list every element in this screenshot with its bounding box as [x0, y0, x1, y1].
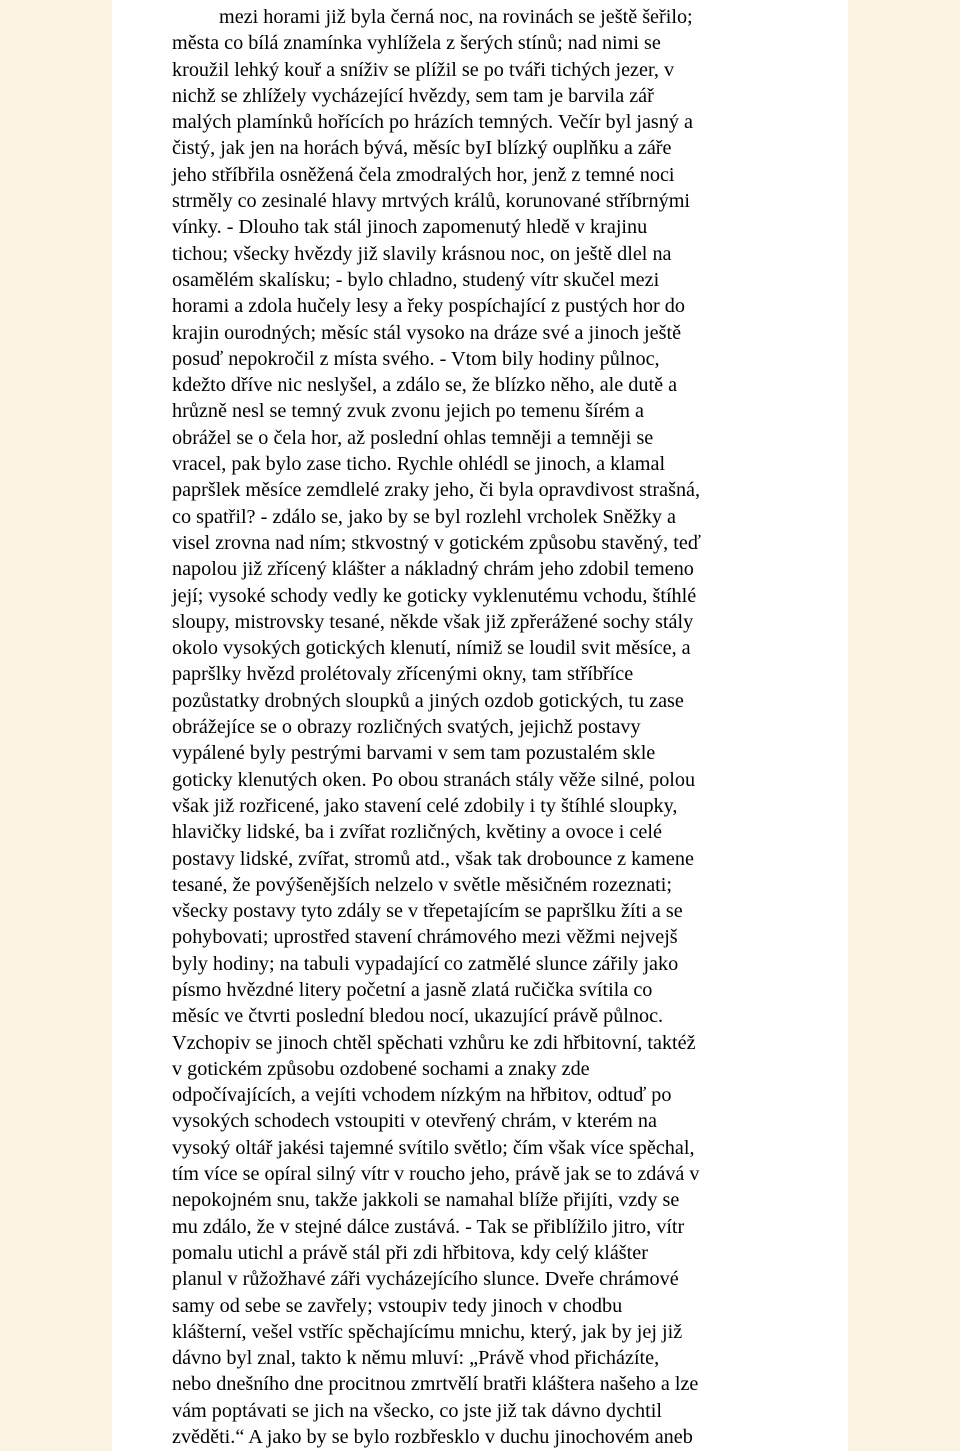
- text-line: mezi horami již byla černá noc, na rovinách se ještě šeřilo;: [219, 6, 693, 28]
- text-line: napolou již zřícený klášter a nákladný chrám jeho zdobil temeno: [172, 558, 694, 581]
- text-line: dávno byl znal, takto k němu mluví: „Právě vhod přicházíte,: [172, 1347, 660, 1370]
- text-line: vám poptávati se jich na všecko, co jste již tak dávno dychtil: [172, 1399, 662, 1422]
- text-line: kdežto dříve nic neslyšel, a zdálo se, že blízko něho, ale dutě a: [172, 374, 678, 397]
- text-line: obrážel se o čela hor, až poslední ohlas temněji a temněji se: [172, 426, 654, 449]
- text-line: tichou; všecky hvězdy již slavily krásnou noc, on ještě dlel na: [172, 242, 672, 265]
- text-line: nepokojném snu, takže jakkoli se namahal blíže přijíti, vzdy se: [172, 1189, 680, 1212]
- text-line: vysoký oltář jakési tajemné svítilo světlo; čím však více spěchal,: [172, 1136, 695, 1159]
- text-line: pomalu utichl a právě stál při zdi hřbitova, kdy celý klášter: [172, 1241, 648, 1264]
- text-line: však již rozřicené, jako stavení celé zdobily i ty štíhlé sloupky,: [172, 794, 678, 817]
- text-line: goticky klenutých oken. Po obou stranách stály věže silné, polou: [172, 768, 696, 791]
- text-line: písmo hvězdné litery početní a jasně zlatá ručička svítila co: [172, 978, 653, 1001]
- text-line: horami a zdola hučely lesy a řeky pospíchající z pustých hor do: [172, 295, 685, 318]
- body-text: [172, 4, 812, 1450]
- text-line: nichž se zhlížely vycházející hvězdy, sem tam je barvila zář: [172, 84, 654, 107]
- text-line: krajin ourodných; měsíc stál vysoko na dráze své a jinoch ještě: [172, 321, 682, 344]
- text-line: co spatřil? - zdálo se, jako by se byl rozlehl vrcholek Sněžky a: [172, 505, 676, 528]
- text-line: planul v růžožhavé záři vycházejícího slunce. Dveře chrámové: [172, 1268, 679, 1291]
- text-line: zvěděti.“ A jako by se bylo rozbřesklo v duchu jinochovém aneb: [172, 1426, 693, 1449]
- text-line: pozůstatky drobných sloupků a jiných ozdob gotických, tu zase: [172, 689, 684, 712]
- text-line: Vzchopiv se jinoch chtěl spěchati vzhůru ke zdi hřbitovní, taktéž: [172, 1031, 696, 1054]
- text-line: všecky postavy tyto zdály se v třepetajícím se papršlku žíti a se: [172, 900, 683, 923]
- text-line: visel zrovna nad ním; stkvostný v gotickém způsobu stavěný, teď: [172, 531, 701, 554]
- text-line: strměly co zesinalé hlavy mrtvých králů, korunované stříbrnými: [172, 190, 691, 213]
- text-line: vypálené byly pestrými barvami v sem tam pozustalém skle: [172, 742, 656, 765]
- text-line: čistý, jak jen na horách bývá, měsíc byI blízký ouplňku a záře: [172, 137, 672, 160]
- text-line: kroužil lehký kouř a sníživ se plížil se po tváři tichých jezer, v: [172, 58, 675, 81]
- text-line: papršlek měsíce zemdlelé zraky jeho, či byla opravdivost strašná,: [172, 479, 701, 502]
- text-line: sloupy, mistrovsky tesané, někde však již zpřerážené sochy stály: [172, 610, 694, 633]
- text-line: papršlky hvězd prolétovaly zřícenými okny, tam stříbříce: [172, 663, 634, 686]
- text-line: nebo dnešního dne procitnou zmrtvělí bratři kláštera našeho a lze: [172, 1373, 699, 1396]
- text-line: okolo vysokých gotických klenutí, nímiž se loudil svit měsíce, a: [172, 637, 691, 660]
- text-line: pohybovati; uprostřed stavení chrámového mezi věžmi nejvejš: [172, 926, 678, 949]
- text-line: osamělém skalísku; - bylo chladno, studený vítr skučel mezi: [172, 268, 660, 291]
- text-line: jeho stříbřila osněžená čela zmodralých hor, jenž z temné noci: [172, 163, 675, 186]
- text-line: odpočívajících, a vejíti vchodem nízkým na hřbitov, odtuď po: [172, 1084, 672, 1107]
- text-line: mu zdálo, že v stejné dálce zustává. - Tak se přiblížilo jitro, vítr: [172, 1215, 685, 1238]
- text-line: samy od sebe se zavřely; vstoupiv tedy jinoch v chodbu: [172, 1294, 623, 1317]
- text-line: hrůzně nesl se temný zvuk zvonu jejich po temenu šírém a: [172, 400, 645, 423]
- text-line: postavy lidské, zvířat, stromů atd., však tak drobounce z kamene: [172, 847, 694, 870]
- text-line: měsíc ve čtvrti poslední bledou nocí, ukazující právě půlnoc.: [172, 1005, 664, 1028]
- text-line: obrážejíce se o obrazy rozličných svatých, jejichž postavy: [172, 716, 641, 739]
- text-line: hlavičky lidské, ba i zvířat rozličných, květiny a ovoce i celé: [172, 821, 662, 844]
- text-line: v gotickém způsobu ozdobené sochami a znaky zde: [172, 1057, 590, 1080]
- text-line: vysokých schodech vstoupiti v otevřený chrám, v kterém na: [172, 1110, 657, 1133]
- text-line: malých plamínků hořících po hrázích temných. Večír byl jasný a: [172, 111, 693, 134]
- page-sheet: [112, 0, 848, 1451]
- text-line: vínky. - Dlouho tak stál jinoch zapomenutý hledě v krajinu: [172, 216, 648, 239]
- text-line: klášterní, vešel vstříc spěchajícímu mnichu, který, jak by jej již: [172, 1320, 683, 1343]
- text-line: její; vysoké schody vedly ke goticky vyklenutému vchodu, štíhlé: [172, 584, 697, 607]
- text-line: tesané, že povýšenějších nelzelo v světle měsičném rozeznati;: [172, 873, 672, 896]
- text-line: vracel, pak bylo zase ticho. Rychle ohlédl se jinoch, a klamal: [172, 453, 666, 476]
- text-line: tím více se opíral silný vítr v roucho jeho, právě jak se to zdává v: [172, 1163, 700, 1186]
- text-line: posuď nepokročil z místa svého. - Vtom bily hodiny půlnoc,: [172, 347, 660, 370]
- text-line: byly hodiny; na tabuli vypadající co zatmělé slunce zářily jako: [172, 952, 679, 975]
- text-line: města co bílá znamínka vyhlížela z šerých stínů; nad nimi se: [172, 32, 661, 55]
